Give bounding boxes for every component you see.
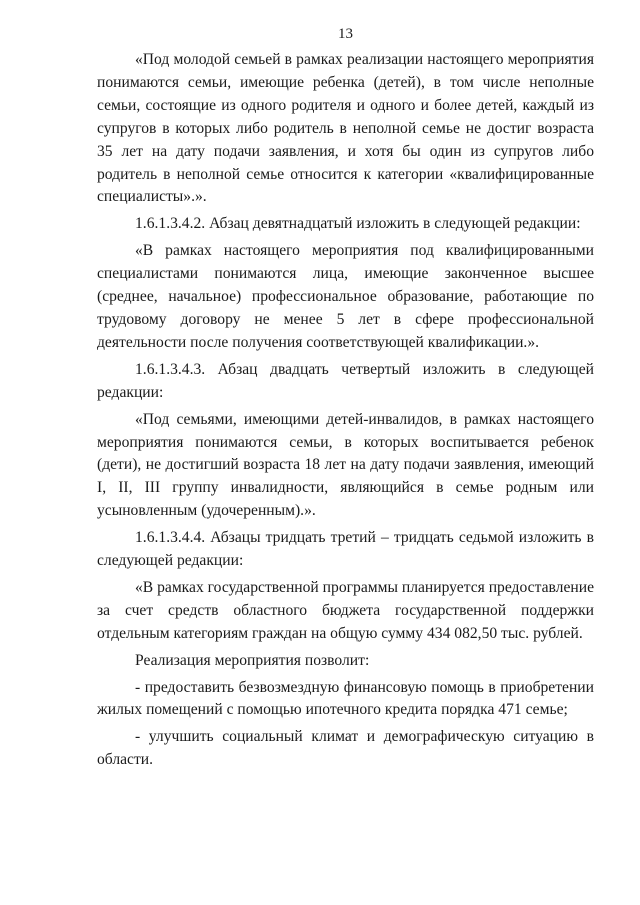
- paragraph-amendment-1-6-1-3-4-4: 1.6.1.3.4.4. Абзацы тридцать третий – тридцать седьмой изложить в следующей редакции:: [97, 529, 594, 570]
- list-item-mortgage-assistance: - предоставить безвозмездную финансовую помощь в приобретении жилых помещений с помощью ипотечного кредита порядка 471 семье;: [97, 678, 594, 719]
- paragraph-amendment-1-6-1-3-4-3: 1.6.1.3.4.3. Абзац двадцать четвертый изложить в следующей редакции:: [97, 360, 594, 401]
- paragraph-state-program-funding: «В рамках государственной программы планируется предоставление за счет средств областного бюджета государственной поддержки отдельным категориям граждан на общую сумму 434 082,50 тыс. рублей.: [97, 578, 594, 642]
- page-number: 13: [338, 26, 353, 42]
- paragraph-qualified-specialists-definition: «В рамках настоящего мероприятия под квалифицированными специалистами понимаются лица, имеющие законченное высшее (среднее, начальное) профессиональное образование, работающие по трудовому договору не менее 5 лет в сфере профессиональной деятельности после получения соответствующей квалификации.».: [97, 242, 594, 351]
- paragraph-young-family-definition: «Под молодой семьей в рамках реализации настоящего мероприятия понимаются семьи, имеющие ребенка (детей), в том числе неполные семьи, состоящие из одного родителя и одного и более детей, каждый из супругов в которых либо родитель в неполной семье не достиг возраста 35 лет на дату подачи заявления, и хотя бы один из супругов либо родитель в неполной семье относится к категории «квалифицированные специалисты».».: [97, 51, 594, 206]
- paragraph-disabled-children-families-definition: «Под семьями, имеющими детей-инвалидов, в рамках настоящего мероприятия понимаются семьи, в которых воспитывается ребенок (дети), не достигший возраста 18 лет на дату подачи заявления, имеющий I, II, III группу инвалидности, являющийся в семье родным или усыновленным (удочеренным).».: [97, 410, 594, 520]
- list-item-social-climate: - улучшить социальный климат и демографическую ситуацию в области.: [97, 728, 594, 769]
- paragraph-implementation-intro: Реализация мероприятия позволит:: [135, 651, 370, 669]
- paragraph-amendment-1-6-1-3-4-2: 1.6.1.3.4.2. Абзац девятнадцатый изложить в следующей редакции:: [135, 215, 581, 233]
- document-body: [97, 49, 594, 772]
